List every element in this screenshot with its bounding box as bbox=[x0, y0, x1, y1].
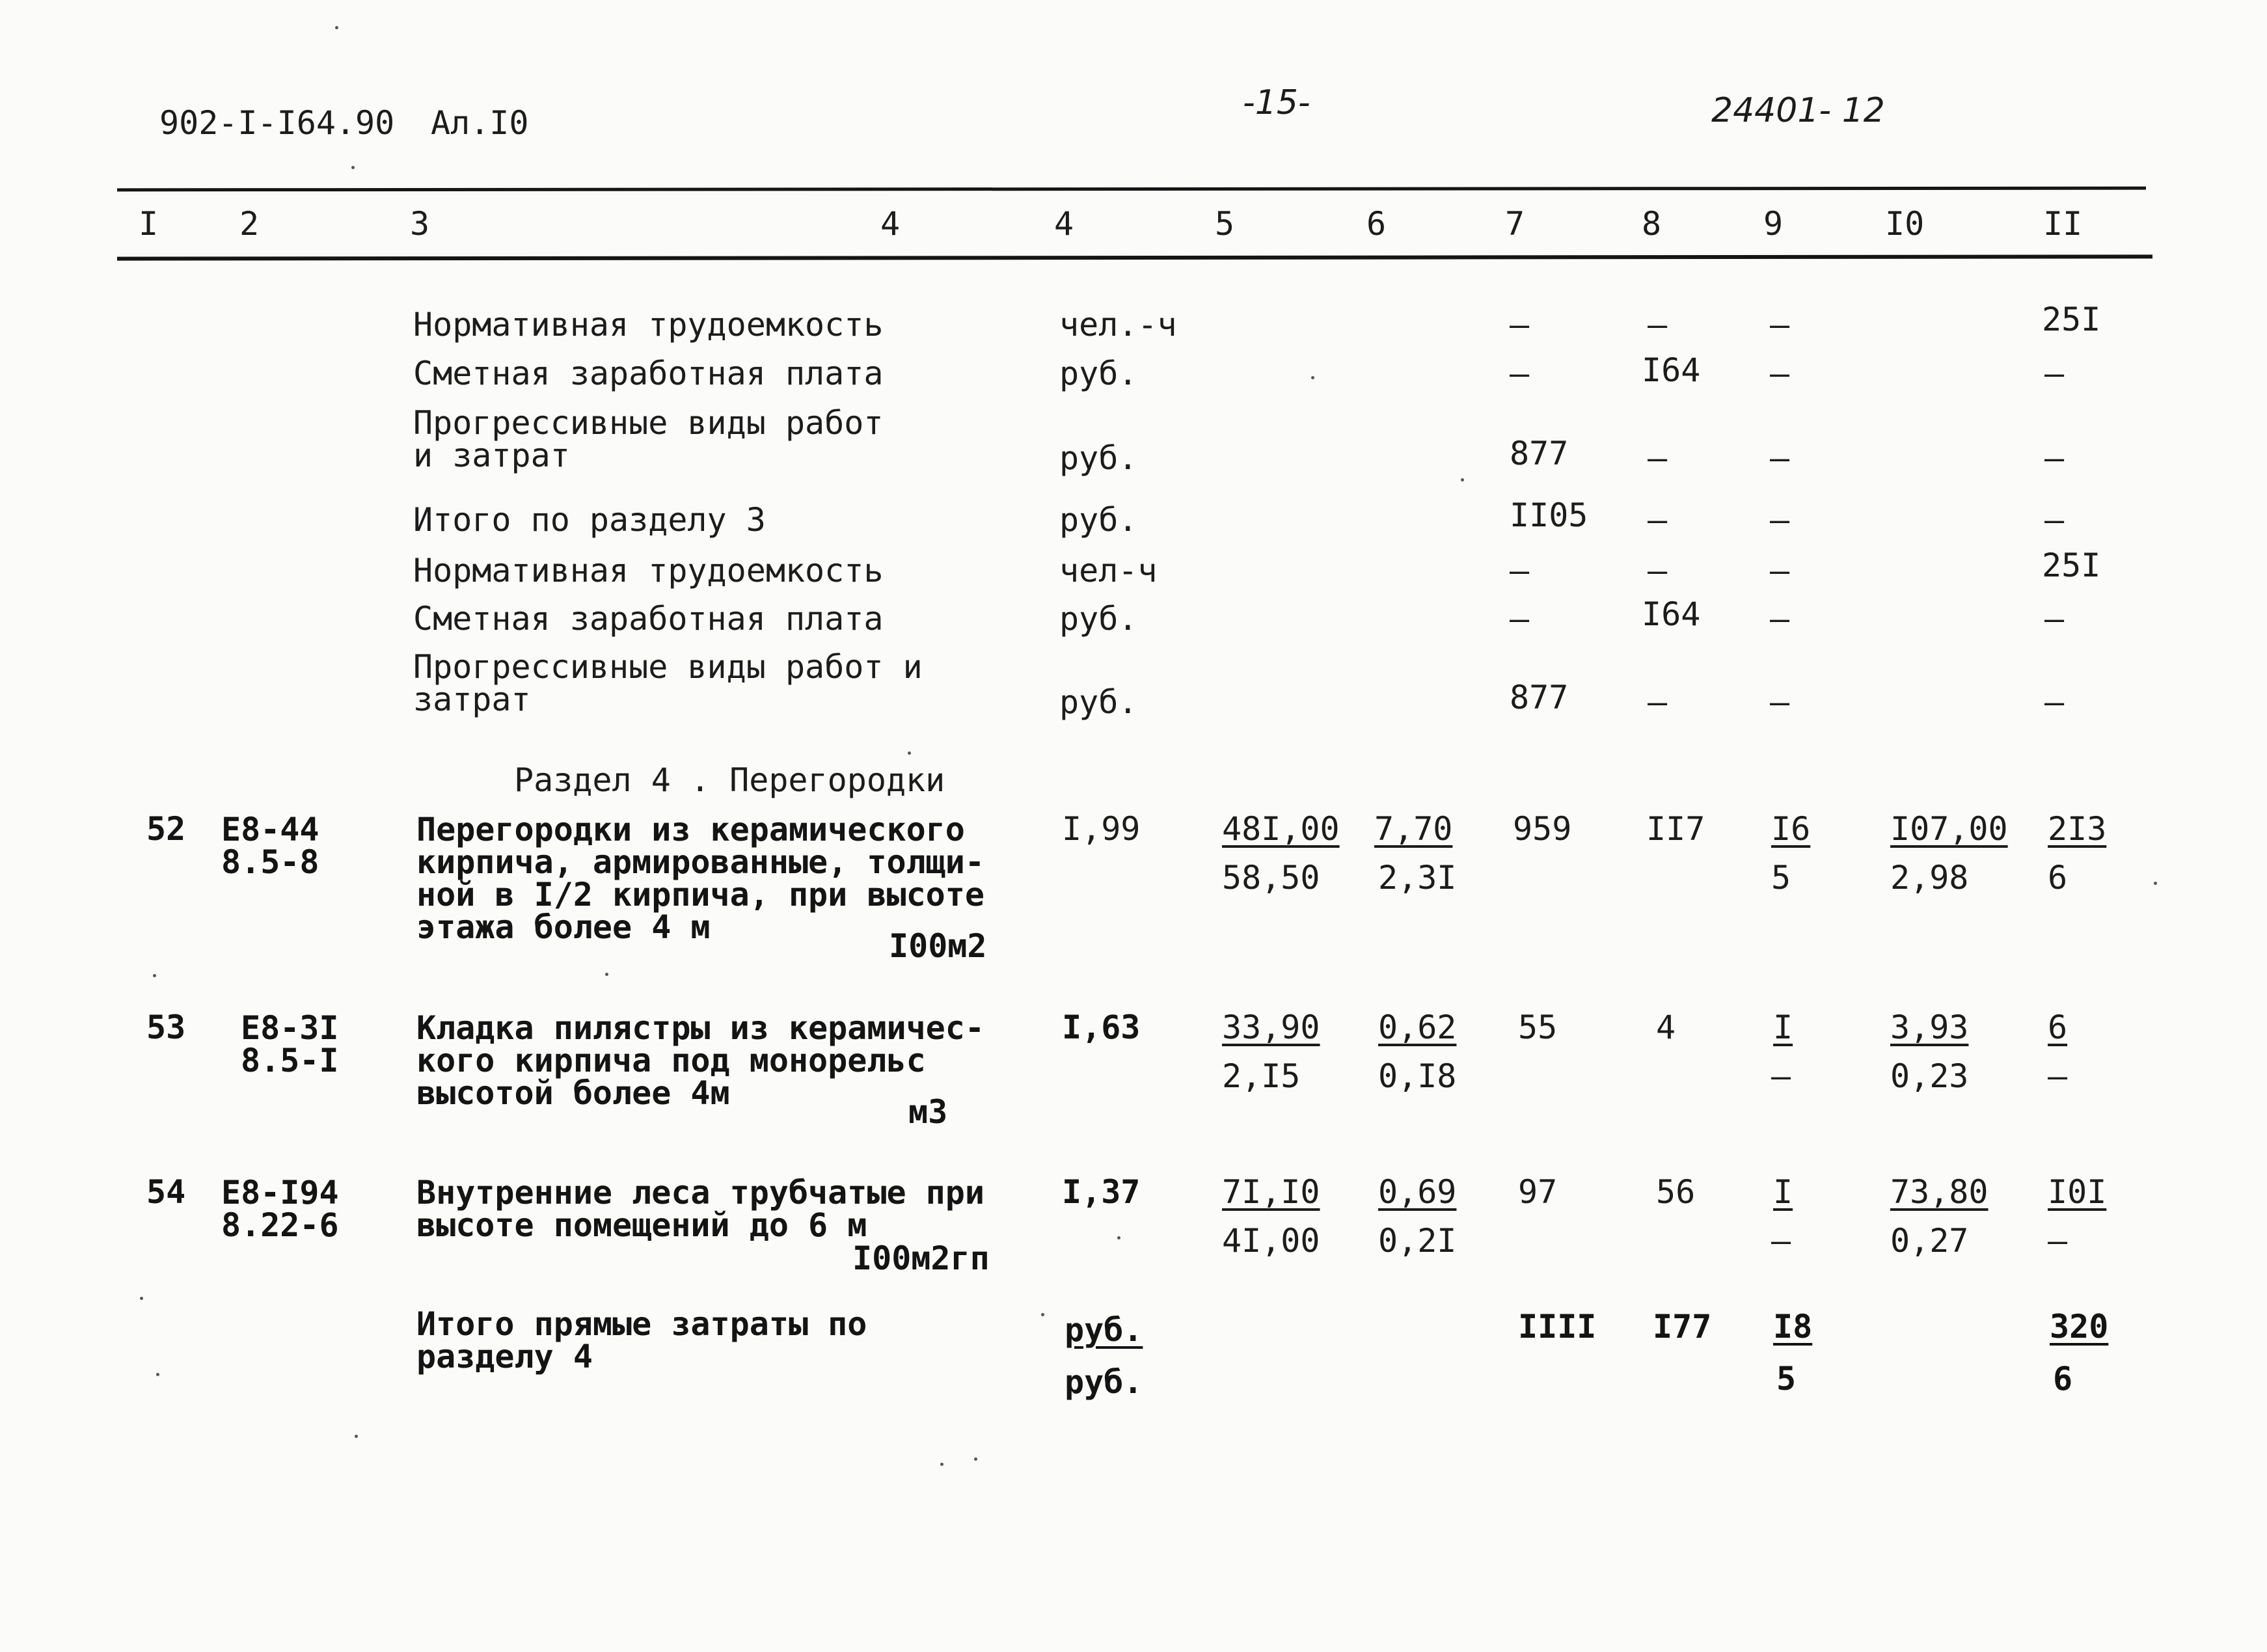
summary-unit: руб. bbox=[1059, 683, 1138, 721]
summary-c8: – bbox=[1648, 501, 1668, 539]
item-code: Е8-3I 8.5-I bbox=[241, 1009, 339, 1079]
item-c10-bottom: 0,23 bbox=[1890, 1057, 1969, 1095]
item-c9-top: I bbox=[1773, 1173, 1793, 1211]
col-header-2: 2 bbox=[239, 205, 260, 243]
scan-speck bbox=[940, 1463, 943, 1466]
total-unit-bottom: руб. bbox=[1065, 1363, 1143, 1401]
summary-c8: – bbox=[1648, 439, 1668, 477]
item-c10-top: 3,93 bbox=[1890, 1009, 1969, 1046]
item-c10-top: I07,00 bbox=[1890, 810, 2008, 848]
item-description: Перегородки из керамического кирпича, армированные, толщи- ной в I/2 кирпича, при высоте этажа более 4 м bbox=[416, 811, 984, 946]
summary-c9: – bbox=[1770, 683, 1790, 721]
item-measure: I00м2гп bbox=[852, 1239, 990, 1277]
item-quantity: I,37 bbox=[1062, 1173, 1141, 1211]
table-header-rule bbox=[117, 254, 2152, 260]
summary-c7: – bbox=[1510, 552, 1530, 589]
item-c7: 55 bbox=[1518, 1009, 1558, 1046]
total-c7: IIII bbox=[1518, 1308, 1597, 1346]
total-c8: I77 bbox=[1653, 1308, 1712, 1346]
item-c9-bottom: 5 bbox=[1771, 859, 1791, 897]
item-c9-bottom: – bbox=[1771, 1057, 1791, 1095]
table-top-rule bbox=[117, 187, 2146, 192]
scan-speck bbox=[156, 1373, 159, 1376]
item-c10-bottom: 2,98 bbox=[1890, 859, 1969, 897]
scan-speck bbox=[1041, 1313, 1044, 1316]
item-code: Е8-I94 8.22-6 bbox=[221, 1174, 339, 1244]
summary-label: Сметная заработная плата bbox=[413, 355, 884, 392]
item-c10-top: 73,80 bbox=[1890, 1173, 1989, 1211]
item-c11-top: I0I bbox=[2048, 1173, 2107, 1211]
item-c8: 4 bbox=[1656, 1009, 1676, 1046]
item-measure: I00м2 bbox=[889, 927, 987, 965]
item-quantity: I,63 bbox=[1062, 1009, 1141, 1046]
scan-speck bbox=[908, 752, 911, 755]
item-number: 54 bbox=[146, 1173, 186, 1211]
summary-c7: – bbox=[1510, 355, 1530, 392]
total-c9-bottom: 5 bbox=[1776, 1360, 1797, 1398]
col-header-8: 8 bbox=[1642, 205, 1662, 243]
item-c11-bottom: – bbox=[2048, 1057, 2068, 1095]
summary-c9: – bbox=[1770, 355, 1790, 392]
scan-speck bbox=[1117, 1236, 1120, 1239]
summary-label: Итого по разделу 3 bbox=[413, 501, 766, 539]
item-number: 53 bbox=[146, 1009, 186, 1046]
total-unit-top: руб. bbox=[1065, 1311, 1143, 1349]
summary-c11: – bbox=[2044, 683, 2065, 721]
item-measure: м3 bbox=[908, 1093, 948, 1131]
summary-unit: руб. bbox=[1059, 439, 1138, 477]
item-c7: 97 bbox=[1518, 1173, 1558, 1211]
scan-speck bbox=[2154, 882, 2157, 885]
item-c8: 56 bbox=[1656, 1173, 1696, 1211]
summary-label: Прогрессивные виды работ и затрат bbox=[413, 648, 923, 718]
item-c5-bottom: 2,I5 bbox=[1222, 1057, 1301, 1095]
scan-speck bbox=[605, 973, 608, 976]
item-c11-top: 6 bbox=[2048, 1009, 2068, 1046]
summary-c11: – bbox=[2044, 501, 2065, 539]
item-c6-bottom: 0,2I bbox=[1378, 1222, 1457, 1260]
item-c6-top: 0,62 bbox=[1378, 1009, 1457, 1046]
summary-unit: чел.-ч bbox=[1059, 306, 1177, 344]
item-c11-bottom: 6 bbox=[2048, 859, 2068, 897]
summary-unit: руб. bbox=[1059, 501, 1138, 539]
item-c11-bottom: – bbox=[2048, 1222, 2068, 1260]
item-c9-top: I bbox=[1773, 1009, 1793, 1046]
item-c9-bottom: – bbox=[1771, 1222, 1791, 1260]
col-header-6: 6 bbox=[1366, 205, 1387, 243]
summary-c7: – bbox=[1510, 306, 1530, 344]
summary-c7: – bbox=[1510, 600, 1530, 638]
item-c5-top: 7I,I0 bbox=[1222, 1173, 1320, 1211]
summary-c11: – bbox=[2044, 600, 2065, 638]
item-quantity: I,99 bbox=[1062, 810, 1141, 848]
summary-c8: – bbox=[1648, 552, 1668, 589]
col-header-3: 3 bbox=[410, 205, 430, 243]
summary-c9: – bbox=[1770, 600, 1790, 638]
item-c5-top: 48I,00 bbox=[1222, 810, 1340, 848]
summary-label: Нормативная трудоемкость bbox=[413, 306, 884, 344]
scan-speck bbox=[974, 1457, 977, 1461]
summary-c8: – bbox=[1648, 683, 1668, 721]
scan-speck bbox=[140, 1297, 143, 1300]
scan-speck bbox=[1311, 376, 1314, 379]
item-code: Е8-44 8.5-8 bbox=[221, 811, 319, 881]
item-c8: II7 bbox=[1646, 810, 1705, 848]
summary-label: Сметная заработная плата bbox=[413, 600, 884, 638]
item-c6-bottom: 2,3I bbox=[1378, 859, 1457, 897]
item-c5-bottom: 58,50 bbox=[1222, 859, 1320, 897]
item-number: 52 bbox=[146, 810, 186, 848]
scan-speck bbox=[335, 26, 338, 29]
item-c5-top: 33,90 bbox=[1222, 1009, 1320, 1046]
summary-label: Прогрессивные виды работ и затрат bbox=[413, 404, 884, 474]
summary-c7: 877 bbox=[1510, 679, 1569, 716]
scan-speck bbox=[1461, 478, 1464, 481]
doc-code: 902-I-I64.90 bbox=[159, 104, 395, 142]
total-c11-top: 320 bbox=[2050, 1308, 2109, 1346]
section-title: Раздел 4 . Перегородки bbox=[514, 761, 945, 799]
total-label: Итого прямые затраты по разделу 4 bbox=[416, 1305, 867, 1375]
col-header-10: I0 bbox=[1885, 205, 1925, 243]
scan-speck bbox=[153, 974, 156, 977]
summary-unit: руб. bbox=[1059, 600, 1138, 638]
page-number: -15- bbox=[1243, 83, 1310, 122]
total-c9-top: I8 bbox=[1773, 1308, 1813, 1346]
summary-c11: – bbox=[2044, 439, 2065, 477]
summary-c7: 877 bbox=[1510, 435, 1569, 472]
item-description: Кладка пилястры из керамичес- кого кирпича под монорельс высотой более 4м bbox=[416, 1009, 984, 1112]
col-header-7: 7 bbox=[1505, 205, 1525, 243]
item-c7: 959 bbox=[1513, 810, 1572, 848]
item-c6-top: 0,69 bbox=[1378, 1173, 1457, 1211]
total-c11-bottom: 6 bbox=[2053, 1360, 2073, 1398]
col-header-1: I bbox=[139, 205, 159, 243]
summary-unit: чел-ч bbox=[1059, 552, 1158, 589]
summary-c11: – bbox=[2044, 355, 2065, 392]
col-header-4b: 4 bbox=[1054, 205, 1074, 243]
item-c5-bottom: 4I,00 bbox=[1222, 1222, 1320, 1260]
col-header-5: 5 bbox=[1215, 205, 1235, 243]
item-c6-bottom: 0,I8 bbox=[1378, 1057, 1457, 1095]
summary-c9: – bbox=[1770, 501, 1790, 539]
item-description: Внутренние леса трубчатые при высоте помещений до 6 м bbox=[416, 1174, 984, 1244]
col-header-4: 4 bbox=[880, 205, 901, 243]
summary-c8: – bbox=[1648, 306, 1668, 344]
col-header-11: II bbox=[2043, 205, 2083, 243]
scan-speck bbox=[351, 166, 355, 169]
sheet-number: Ал.I0 bbox=[431, 104, 529, 142]
summary-unit: руб. bbox=[1059, 355, 1138, 392]
archive-number: 24401- 12 bbox=[1711, 91, 1885, 130]
item-c9-top: I6 bbox=[1771, 810, 1811, 848]
summary-c9: – bbox=[1770, 552, 1790, 589]
summary-label: Нормативная трудоемкость bbox=[413, 552, 884, 589]
summary-c7: II05 bbox=[1510, 496, 1588, 534]
summary-c11: 25I bbox=[2042, 301, 2101, 338]
item-c11-top: 2I3 bbox=[2048, 810, 2107, 848]
summary-c8: I64 bbox=[1642, 595, 1701, 633]
summary-c9: – bbox=[1770, 306, 1790, 344]
scan-speck bbox=[355, 1435, 358, 1438]
summary-c11: 25I bbox=[2042, 547, 2101, 584]
item-c10-bottom: 0,27 bbox=[1890, 1222, 1969, 1260]
col-header-9: 9 bbox=[1763, 205, 1784, 243]
summary-c9: – bbox=[1770, 439, 1790, 477]
item-c6-top: 7,70 bbox=[1374, 810, 1453, 848]
summary-c8: I64 bbox=[1642, 351, 1701, 389]
